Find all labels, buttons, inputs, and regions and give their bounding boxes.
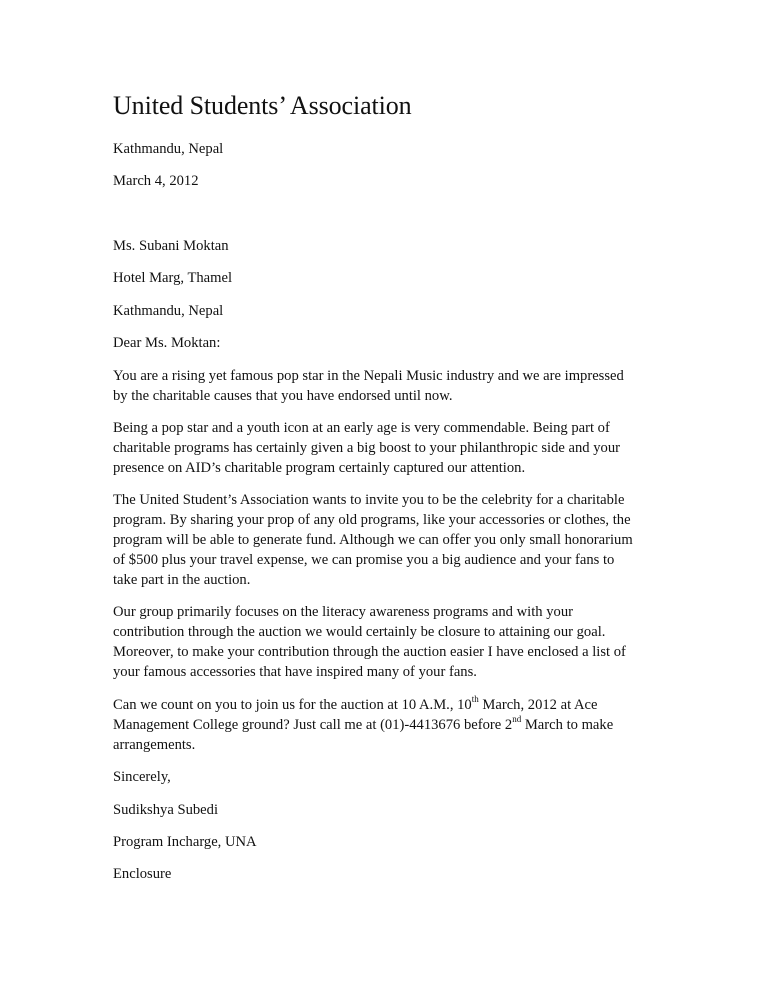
- paragraph-3: [113, 490, 653, 590]
- paragraph-line: Our group primarily focuses on the literacy awareness programs and with your: [113, 604, 573, 620]
- recipient-name: Ms. Subani Moktan: [113, 238, 229, 254]
- text-fragment: Management College ground? Just call me at (01)-4413676 before 2: [113, 717, 513, 733]
- closing: Sincerely,: [113, 769, 171, 785]
- superscript: nd: [512, 714, 522, 725]
- superscript: th: [471, 694, 479, 705]
- text-fragment: March to make: [521, 717, 614, 733]
- paragraph-line: arrangements.: [113, 737, 196, 753]
- paragraph-line: your famous accessories that have inspired many of your fans.: [113, 664, 477, 680]
- paragraph-5: [113, 695, 653, 755]
- text-fragment: Can we count on you to join us for the auction at 10 A.M., 10: [113, 697, 472, 713]
- enclosure-note: Enclosure: [113, 866, 172, 882]
- signer-name: Sudikshya Subedi: [113, 802, 218, 818]
- paragraph-line: presence on AID’s charitable program certainly captured our attention.: [113, 460, 526, 476]
- recipient-address-line2: Kathmandu, Nepal: [113, 303, 224, 319]
- signer-title: Program Incharge, UNA: [113, 834, 257, 850]
- paragraph-line: program will be able to generate fund. Although we can offer you only small honorarium: [113, 532, 633, 548]
- sender-location: Kathmandu, Nepal: [113, 141, 224, 157]
- paragraph-2: [113, 418, 653, 478]
- paragraph-line: Being a pop star and a youth icon at an early age is very commendable. Being part of: [113, 420, 610, 436]
- letter-heading: United Students’ Association: [113, 91, 412, 120]
- paragraph-line: contribution through the auction we would certainly be closure to attaining our goal.: [113, 624, 606, 640]
- paragraph-line: program. By sharing your prop of any old programs, like your accessories or clothes, the: [113, 512, 631, 528]
- paragraph-line: The United Student’s Association wants to invite you to be the celebrity for a charitable: [113, 492, 625, 508]
- paragraph-1: [113, 366, 653, 406]
- paragraph-line: [113, 715, 653, 735]
- paragraph-line: take part in the auction.: [113, 572, 251, 588]
- paragraph-line: Moreover, to make your contribution through the auction easier I have enclosed a list of: [113, 644, 626, 660]
- paragraph-4: [113, 602, 653, 682]
- paragraph-line: by the charitable causes that you have endorsed until now.: [113, 388, 453, 404]
- letter-date: March 4, 2012: [113, 173, 199, 189]
- paragraph-line: of $500 plus your travel expense, we can promise you a big audience and your fans to: [113, 552, 615, 568]
- paragraph-line: [113, 695, 653, 715]
- salutation: Dear Ms. Moktan:: [113, 335, 221, 351]
- recipient-address-line1: Hotel Marg, Thamel: [113, 270, 233, 286]
- text-fragment: March, 2012 at Ace: [478, 697, 598, 713]
- paragraph-line: charitable programs has certainly given a big boost to your philanthropic side and your: [113, 440, 620, 456]
- paragraph-line: You are a rising yet famous pop star in the Nepali Music industry and we are impressed: [113, 368, 624, 384]
